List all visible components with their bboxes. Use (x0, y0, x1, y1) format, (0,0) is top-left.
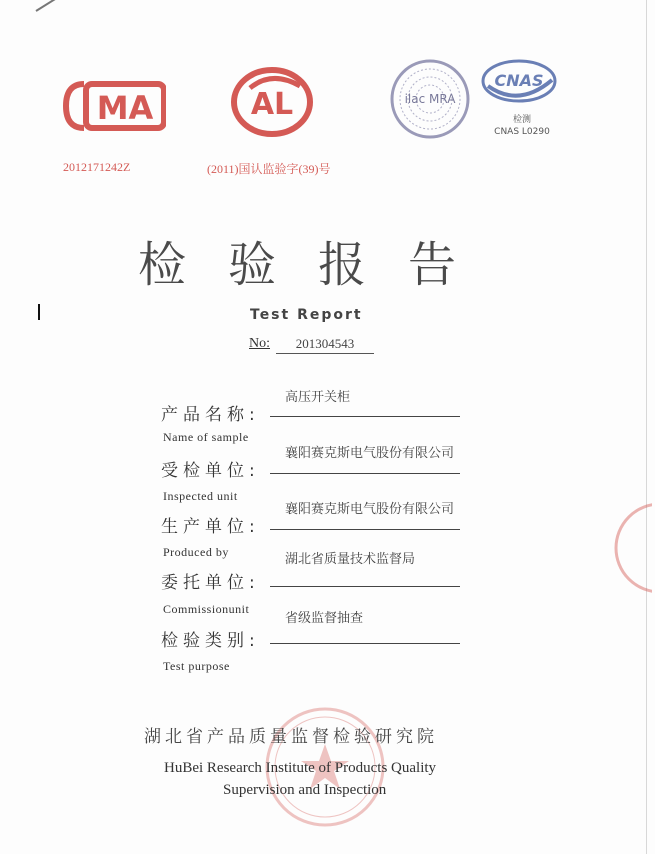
cal-logo-text: AL (250, 87, 294, 122)
cnas-logo (480, 58, 558, 104)
institute-name-chinese: 湖北省产品质量监督检验研究院 (144, 727, 438, 747)
field-underline (270, 416, 460, 417)
report-number-label-text: No: (249, 336, 270, 351)
cal-logo (230, 66, 314, 138)
cnas-caption (484, 114, 560, 138)
field-sample-name (0, 380, 655, 444)
field-inspected-unit (0, 440, 655, 503)
field-label-english: Inspected unit (163, 489, 238, 503)
field-commission-unit (0, 548, 655, 616)
cnas-caption-line1: 检测 (512, 115, 531, 125)
field-label-english: Name of sample (163, 430, 249, 444)
field-value: 襄阳赛克斯电气股份有限公司 (285, 446, 455, 461)
cnas-logo-text: CNAS (494, 71, 544, 90)
field-label: 产品名称: (161, 405, 260, 425)
cma-logo-text: MA (96, 89, 154, 127)
cma-certificate-code: 2012171242Z (63, 160, 131, 174)
field-underline (270, 643, 460, 644)
report-title-chinese: 检验报告 (138, 237, 499, 293)
cnas-caption-line2: CNAS L0290 (494, 127, 550, 137)
field-label: 检验类别: (161, 631, 260, 651)
field-value: 高压开关柜 (285, 390, 351, 405)
institute-name-english-line2: Supervision and Inspection (223, 782, 387, 798)
report-title-english: Test Report (250, 307, 363, 323)
field-label: 受检单位: (161, 461, 260, 481)
report-number-label (249, 336, 270, 352)
field-value: 襄阳赛克斯电气股份有限公司 (285, 502, 455, 517)
field-value: 省级监督抽查 (285, 611, 364, 626)
field-label-english: Commissionunit (163, 602, 250, 616)
field-value: 湖北省质量技术监督局 (285, 552, 416, 567)
report-number-value: 201304543 (276, 336, 374, 354)
institute-name-english-line1: HuBei Research Institute of Products Quality (164, 760, 437, 776)
field-underline (270, 529, 460, 530)
field-test-purpose (0, 606, 655, 673)
field-label: 委托单位: (161, 573, 260, 593)
ilac-mra-logo (388, 58, 472, 140)
partial-seal (612, 500, 652, 596)
field-label-english: Test purpose (163, 659, 230, 673)
field-underline (270, 473, 460, 474)
field-produced-by (0, 496, 655, 559)
ilac-logo-text: ilac MRA (404, 92, 456, 106)
pen-mark (35, 0, 60, 12)
cal-certificate-code: (2011)国认监验字(39)号 (207, 162, 331, 176)
field-underline (270, 586, 460, 587)
field-label-english: Produced by (163, 545, 229, 559)
cma-logo (62, 78, 166, 134)
field-label: 生产单位: (161, 517, 260, 537)
text-cursor (38, 304, 40, 320)
